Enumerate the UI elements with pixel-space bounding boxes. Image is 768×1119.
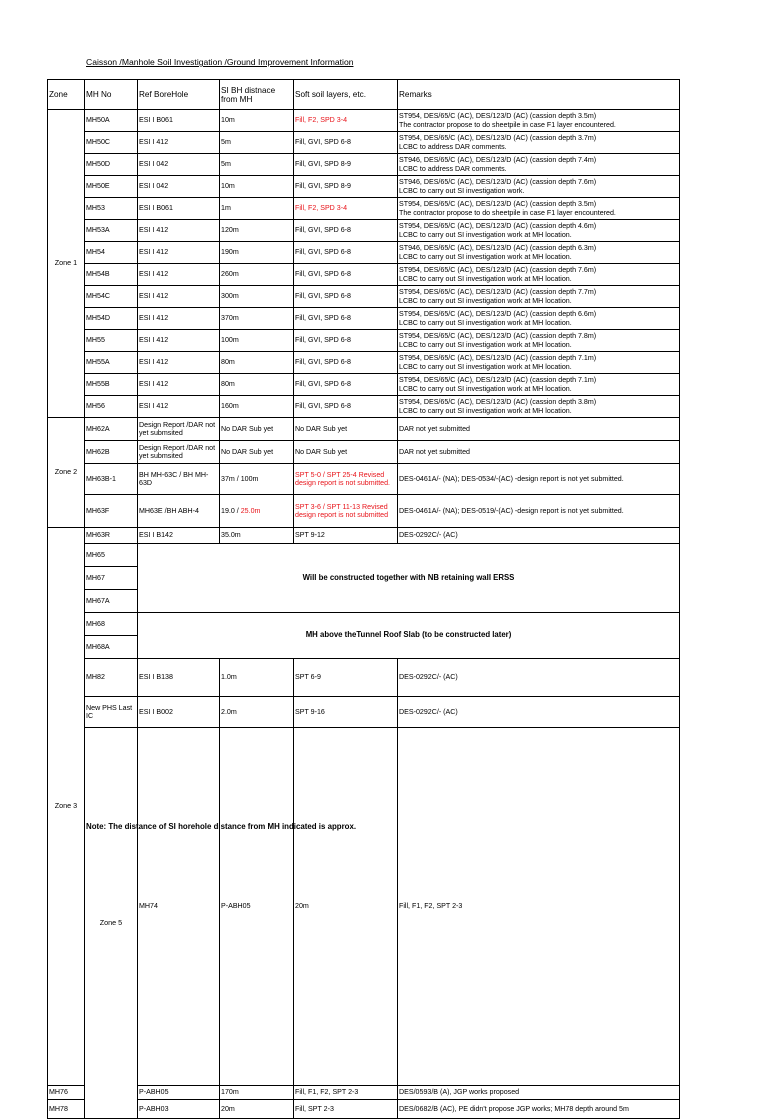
borehole-cell: ESI I 412 (138, 308, 220, 330)
table-row (48, 464, 680, 495)
distance-cell: 300m (220, 286, 294, 308)
borehole-cell: Design Report /DAR not yet submsited (138, 441, 220, 464)
borehole-cell: ESI I 412 (138, 396, 220, 418)
borehole-cell: ESI I B002 (138, 697, 220, 728)
mh-cell: MH74 (138, 728, 220, 1086)
distance-cell: 100m (220, 330, 294, 352)
mh-cell: MH68 (85, 613, 138, 636)
borehole-cell: ESI I B138 (138, 659, 220, 697)
distance-cell: 20m (220, 1099, 294, 1118)
table-row (48, 418, 680, 441)
remarks-cell: DAR not yet submitted (398, 418, 680, 441)
footnote: Note: The distance of SI horehole distance from MH indicated is approx. (86, 822, 357, 831)
zone-label: Zone 3 (48, 528, 85, 1086)
mh-cell: MH55B (85, 374, 138, 396)
mh-cell: MH68A (85, 636, 138, 659)
borehole-cell: ESI I 412 (138, 374, 220, 396)
soil-cell: Fill, GVI, SPD 6-8 (294, 220, 398, 242)
soil-cell: No DAR Sub yet (294, 418, 398, 441)
table-row (48, 352, 680, 374)
soil-cell: Fill, GVI, SPD 6-8 (294, 396, 398, 418)
borehole-cell: ESI I 412 (138, 286, 220, 308)
table-row (48, 441, 680, 464)
table-header-row (48, 80, 680, 110)
soil-cell: Fill, GVI, SPD 6-8 (294, 286, 398, 308)
mh-cell: MH55 (85, 330, 138, 352)
table-row (48, 220, 680, 242)
distance-cell: 20m (294, 728, 398, 1086)
borehole-cell: P-ABH05 (138, 1085, 220, 1099)
table-row (48, 396, 680, 418)
table-row (48, 330, 680, 352)
merged-note-retaining-wall: Will be constructed together with NB retaining wall ERSS (138, 544, 680, 613)
mh-cell: MH67A (85, 590, 138, 613)
mh-cell: MH50E (85, 176, 138, 198)
remarks-cell: ST946, DES/65/C (AC), DES/123/D (AC) (cassion depth 6.3m) LCBC to carry out SI investigation work at MH location. (398, 242, 680, 264)
table-row (48, 242, 680, 264)
table-row (48, 544, 680, 567)
distance-cell: 10m (220, 176, 294, 198)
soil-cell: Fill, F2, SPD 3-4 (294, 198, 398, 220)
remarks-cell: DES-0461A/- (NA); DES-0534/-(AC) -design report is not yet submitted. (398, 464, 680, 495)
remarks-cell: ST954, DES/65/C (AC), DES/123/D (AC) (cassion depth 7.7m) LCBC to carry out SI investigation work at MH location. (398, 286, 680, 308)
mh-cell: MH54C (85, 286, 138, 308)
borehole-cell: ESI I 412 (138, 352, 220, 374)
table-row (48, 374, 680, 396)
soil-cell: Fill, GVI, SPD 6-8 (294, 242, 398, 264)
remarks-cell: ST954, DES/65/C (AC), DES/123/D (AC) (cassion depth 3.5m) The contractor propose to do sheetpile in case F1 layer encountered. (398, 198, 680, 220)
header-remarks: Remarks (398, 80, 680, 110)
mh-cell: MH65 (85, 544, 138, 567)
mh-cell: MH62B (85, 441, 138, 464)
table-row (48, 495, 680, 528)
soil-cell: Fill, GVI, SPD 6-8 (294, 330, 398, 352)
mh-cell: MH53 (85, 198, 138, 220)
borehole-cell: ESI I B142 (138, 528, 220, 544)
remarks-cell: DES-0292C/- (AC) (398, 697, 680, 728)
table-row (48, 528, 680, 544)
table-row (48, 613, 680, 636)
distance-cell: 10m (220, 110, 294, 132)
mh-cell: MH63F (85, 495, 138, 528)
distance-cell: 160m (220, 396, 294, 418)
distance-cell: 5m (220, 132, 294, 154)
borehole-cell: BH MH-63C / BH MH-63D (138, 464, 220, 495)
borehole-cell: ESI I 042 (138, 154, 220, 176)
remarks-cell: ST954, DES/65/C (AC), DES/123/D (AC) (cassion depth 7.1m) LCBC to carry out SI investigation work at MH location. (398, 374, 680, 396)
remarks-cell: ST954, DES/65/C (AC), DES/123/D (AC) (cassion depth 7.6m) LCBC to carry out SI investigation work at MH location. (398, 264, 680, 286)
header-zone: Zone (48, 80, 85, 110)
remarks-cell: ST954, DES/65/C (AC), DES/123/D (AC) (cassion depth 7.8m) LCBC to carry out SI investigation work at MH location. (398, 330, 680, 352)
table-row (48, 659, 680, 697)
soil-cell: SPT 9-12 (294, 528, 398, 544)
borehole-cell: P-ABH05 (220, 728, 294, 1086)
table-row (48, 198, 680, 220)
mh-cell: MH63R (85, 528, 138, 544)
mh-cell: MH54 (85, 242, 138, 264)
borehole-cell: ESI I 412 (138, 242, 220, 264)
remarks-cell: ST954, DES/65/C (AC), DES/123/D (AC) (cassion depth 7.1m) LCBC to carry out SI investigation work at MH location. (398, 352, 680, 374)
table-row (48, 154, 680, 176)
header-soft-soil: Soft soil layers, etc. (294, 80, 398, 110)
mh-cell: MH63B-1 (85, 464, 138, 495)
mh-cell: MH62A (85, 418, 138, 441)
distance-cell: 190m (220, 242, 294, 264)
table-row (48, 176, 680, 198)
distance-cell: 37m / 100m (220, 464, 294, 495)
distance-cell: 5m (220, 154, 294, 176)
borehole-cell: ESI I 042 (138, 176, 220, 198)
zone-label: Zone 2 (48, 418, 85, 528)
soil-cell: Fill, F1, F2, SPT 2-3 (294, 1085, 398, 1099)
table-row (48, 286, 680, 308)
distance-cell: No DAR Sub yet (220, 418, 294, 441)
remarks-cell: ST954, DES/65/C (AC), DES/123/D (AC) (cassion depth 3.7m) LCBC to address DAR comments. (398, 132, 680, 154)
mh-cell: MH50A (85, 110, 138, 132)
remarks-cell: DAR not yet submitted (398, 441, 680, 464)
distance-cell: 80m (220, 352, 294, 374)
soil-cell: Fill, GVI, SPD 6-8 (294, 352, 398, 374)
remarks-cell: ST954, DES/65/C (AC), DES/123/D (AC) (cassion depth 4.6m) LCBC to carry out SI investigation work at MH location. (398, 220, 680, 242)
soil-cell: Fill, GVI, SPD 8-9 (294, 176, 398, 198)
distance-cell: 35.0m (220, 528, 294, 544)
header-si-distance: SI BH distnace from MH (220, 80, 294, 110)
distance-part: 19.0 / (221, 506, 241, 515)
soil-cell: Fill, GVI, SPD 6-8 (294, 308, 398, 330)
mh-cell: MH76 (48, 1085, 85, 1099)
table-row (48, 1085, 680, 1099)
zone-label: Zone 1 (48, 110, 85, 418)
distance-cell: 370m (220, 308, 294, 330)
table-row (48, 132, 680, 154)
mh-cell: MH50D (85, 154, 138, 176)
distance-part-red: 25.0m (240, 506, 261, 515)
remarks-cell: ST954, DES/65/C (AC), DES/123/D (AC) (cassion depth 6.6m) LCBC to carry out SI investigation work at MH location. (398, 308, 680, 330)
merged-note-tunnel-roof: MH above theTunnel Roof Slab (to be constructed later) (138, 613, 680, 659)
soil-cell: SPT 6-9 (294, 659, 398, 697)
table-row (48, 697, 680, 728)
remarks-cell: ST946, DES/65/C (AC), DES/123/D (AC) (cassion depth 7.4m) LCBC to address DAR comments. (398, 154, 680, 176)
distance-cell: No DAR Sub yet (220, 441, 294, 464)
soil-cell: Fill, F2, SPD 3-4 (294, 110, 398, 132)
remarks-cell: ST946, DES/65/C (AC), DES/123/D (AC) (cassion depth 7.6m) LCBC to carry out SI investigation work. (398, 176, 680, 198)
distance-cell: 120m (220, 220, 294, 242)
borehole-cell: MH63E /BH ABH-4 (138, 495, 220, 528)
soil-cell: Fill, GVI, SPD 6-8 (294, 374, 398, 396)
soil-cell: SPT 3-6 / SPT 11-13 Revised design report is not submitted (294, 495, 398, 528)
remarks-cell: DES-0292C/- (AC) (398, 659, 680, 697)
borehole-cell: ESI I 412 (138, 264, 220, 286)
borehole-cell: P-ABH03 (138, 1099, 220, 1118)
mh-cell: MH53A (85, 220, 138, 242)
header-mh-no: MH No (85, 80, 138, 110)
soil-cell: Fill, GVI, SPD 6-8 (294, 264, 398, 286)
mh-cell: MH55A (85, 352, 138, 374)
remarks-cell: ST954, DES/65/C (AC), DES/123/D (AC) (cassion depth 3.8m) LCBC to carry out SI investigation work at MH location. (398, 396, 680, 418)
soil-investigation-table (47, 79, 680, 1119)
soil-cell: Fill, GVI, SPD 6-8 (294, 132, 398, 154)
mh-cell: MH54B (85, 264, 138, 286)
remarks-cell: DES/0682/B (AC), PE didn't propose JGP works; MH78 depth around 5m (398, 1099, 680, 1118)
mh-cell: MH67 (85, 567, 138, 590)
zone-label: Zone 5 (85, 728, 138, 1119)
soil-cell: Fill, F1, F2, SPT 2-3 (398, 728, 680, 1086)
remarks-cell: DES/0593/B (A), JGP works proposed (398, 1085, 680, 1099)
soil-cell: No DAR Sub yet (294, 441, 398, 464)
table-row (48, 308, 680, 330)
borehole-cell: ESI I 412 (138, 132, 220, 154)
distance-cell (220, 495, 294, 528)
borehole-cell: ESI I B061 (138, 110, 220, 132)
distance-cell: 1.0m (220, 659, 294, 697)
remarks-cell: DES-0292C/- (AC) (398, 528, 680, 544)
soil-cell: SPT 9-16 (294, 697, 398, 728)
distance-cell: 80m (220, 374, 294, 396)
remarks-cell: DES-0461A/- (NA); DES-0519/-(AC) -design report is not yet submitted. (398, 495, 680, 528)
table-row (48, 728, 680, 1086)
soil-cell: Fill, SPT 2-3 (294, 1099, 398, 1118)
mh-cell: MH56 (85, 396, 138, 418)
borehole-cell: Design Report /DAR not yet submsited (138, 418, 220, 441)
distance-cell: 2.0m (220, 697, 294, 728)
mh-cell: MH54D (85, 308, 138, 330)
page-title: Caisson /Manhole Soil Investigation /Ground Improvement Information (86, 57, 354, 67)
mh-cell: New PHS Last IC (85, 697, 138, 728)
table-row (48, 110, 680, 132)
remarks-cell: ST954, DES/65/C (AC), DES/123/D (AC) (cassion depth 3.5m) The contractor propose to do sheetpile in case F1 layer encountered. (398, 110, 680, 132)
mh-cell: MH50C (85, 132, 138, 154)
table-row (48, 1099, 680, 1118)
distance-cell: 1m (220, 198, 294, 220)
table-row (48, 264, 680, 286)
soil-cell: SPT 5-0 / SPT 25-4 Revised design report is not submitted. (294, 464, 398, 495)
borehole-cell: ESI I 412 (138, 330, 220, 352)
distance-cell: 170m (220, 1085, 294, 1099)
mh-cell: MH78 (48, 1099, 85, 1118)
borehole-cell: ESI I 412 (138, 220, 220, 242)
mh-cell: MH82 (85, 659, 138, 697)
header-ref-borehole: Ref BoreHole (138, 80, 220, 110)
distance-cell: 260m (220, 264, 294, 286)
soil-cell: Fill, GVI, SPD 8-9 (294, 154, 398, 176)
borehole-cell: ESI I B061 (138, 198, 220, 220)
